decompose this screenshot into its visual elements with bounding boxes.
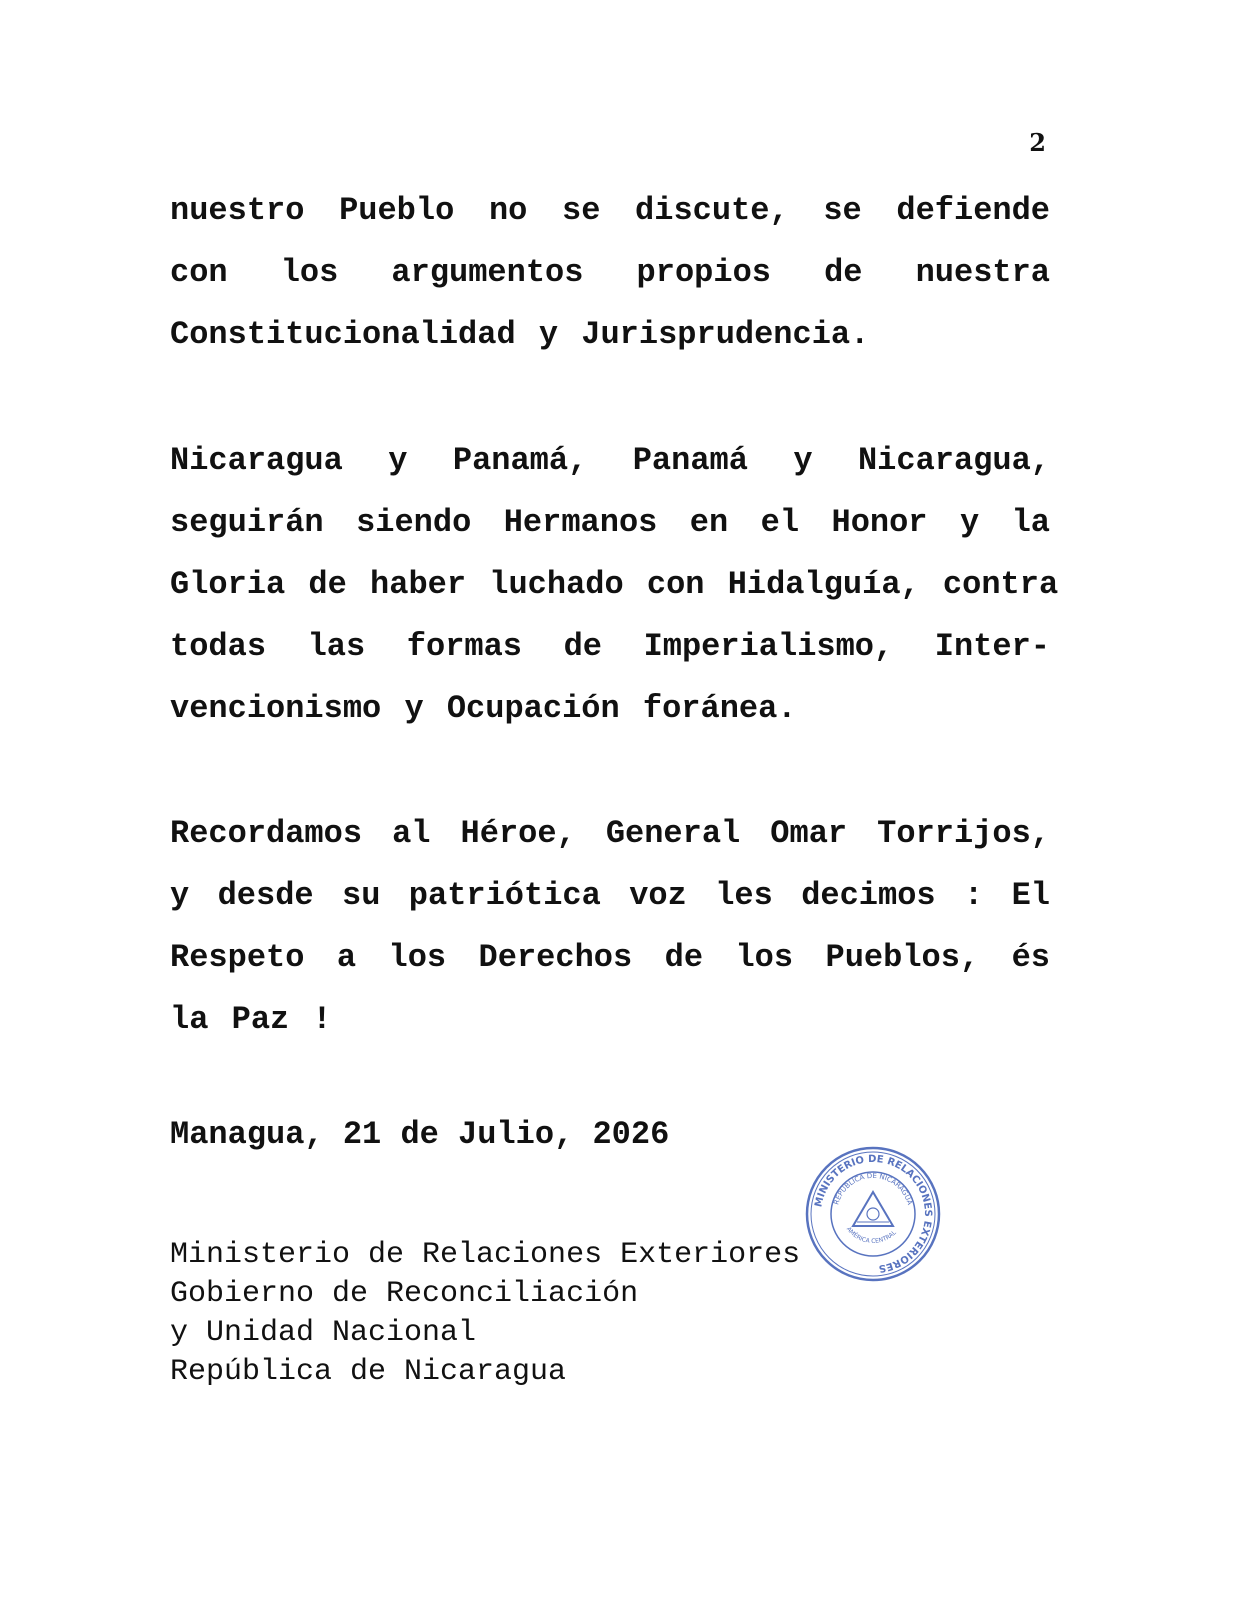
paragraph-line: vencionismo y Ocupación foránea. — [170, 690, 797, 727]
paragraph-3 — [170, 803, 1050, 1051]
signature-block — [170, 1236, 800, 1392]
paragraph-line: nuestro Pueblo no se discute, se defiende — [170, 192, 1050, 229]
seal-inner-text: REPÚBLICA DE NICARAGUA — [832, 1171, 914, 1206]
svg-text:REPÚBLICA DE NICARAGUA — [832, 1172, 913, 1206]
paragraph-line: la Paz ! — [170, 1001, 332, 1038]
paragraph-line: Constitucionalidad y Jurisprudencia. — [170, 316, 870, 353]
paragraph-line: y desde su patriótica voz les decimos : El — [170, 877, 1050, 914]
paragraph-2 — [170, 430, 1059, 740]
paragraph-line: todas las formas de Imperialismo, Inter- — [170, 628, 1050, 665]
paragraph-line: Respeto a los Derechos de los Pueblos, és — [170, 939, 1050, 976]
paragraph-line: Nicaragua y Panamá, Panamá y Nicaragua, — [170, 442, 1050, 479]
paragraph-line: seguirán siendo Hermanos en el Honor y la — [170, 504, 1050, 541]
signature-line: República de Nicaragua — [170, 1355, 567, 1389]
seal-bottom-text: AMÉRICA CENTRAL — [844, 1225, 898, 1245]
page-number: 2 — [1029, 128, 1046, 157]
seal-outer-text: MINISTERIO DE RELACIONES EXTERIORES — [813, 1153, 934, 1274]
paragraph-line: Recordamos al Héroe, General Omar Torrijos, — [170, 815, 1050, 852]
paragraph-1 — [170, 180, 1050, 366]
svg-text:AMÉRICA CENTRAL — [845, 1226, 898, 1245]
signature-line: y Unidad Nacional — [170, 1316, 477, 1350]
signature-line: Gobierno de Reconciliación — [170, 1277, 639, 1311]
paragraph-line: con los argumentos propios de nuestra — [170, 254, 1050, 291]
date-line: Managua, 21 de Julio, 2026 — [170, 1116, 670, 1153]
paragraph-line: Gloria de haber luchado con Hidalguía, contra — [170, 566, 1059, 603]
signature-line: Ministerio de Relaciones Exteriores — [170, 1238, 801, 1272]
ministry-seal-icon — [805, 1146, 941, 1282]
